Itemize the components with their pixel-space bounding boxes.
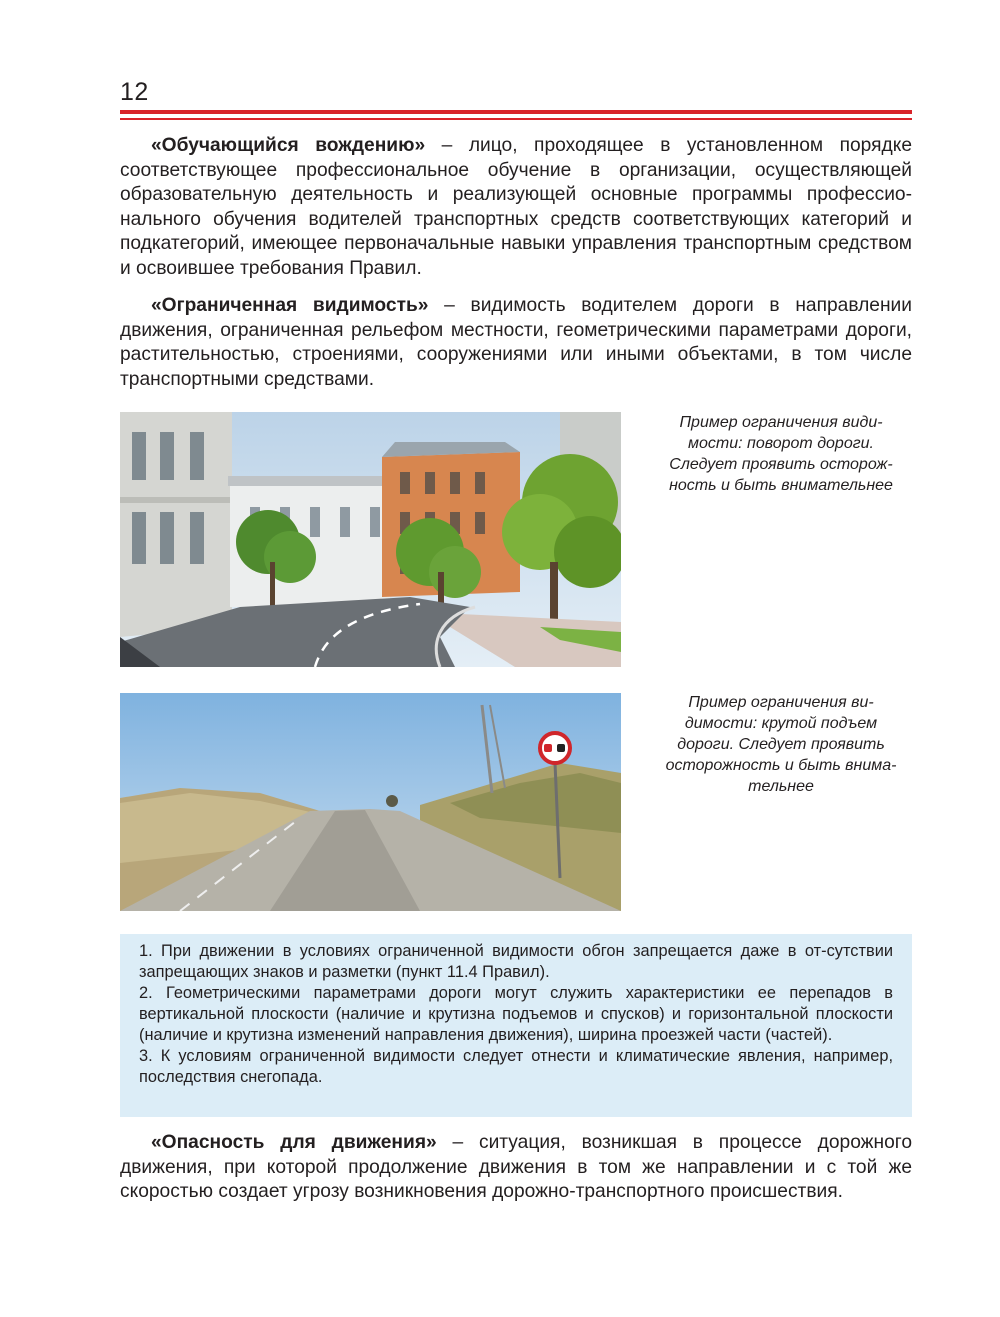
term-definition: – лицо, проходящее в установленном порядке соответствующее профессиональное обучение в организации, осуществляющей образовательную деятельность и реализующей основные программы профессио-нального обучения водителей транспортных средств соответствующих категорий и подкатегорий, имеющее первоначальные навыки управления транспортным средством и освоившее требования Правил. <box>120 135 912 279</box>
notes-box <box>120 934 912 1117</box>
term-title: «Обучающийся вождению» <box>151 135 426 156</box>
note-item: 3. К условиям ограниченной видимости следует отнести и климатические явления, например, последствия снегопада. <box>139 1047 893 1086</box>
term-title: «Опасность для движения» <box>151 1132 437 1153</box>
term-title: «Ограниченная видимость» <box>151 295 429 316</box>
photo-road-bend <box>120 412 621 667</box>
definition-learner-driver <box>120 134 912 281</box>
term-definition: – видимость водителем дороги в направлении движения, ограниченная рельефом местности, геометрическими параметрами дороги, растительностью, строениями, сооружениями или иными объектами, в том числе транспортными средствами. <box>120 295 912 390</box>
figure-caption: Пример ограничения види-мости: поворот дороги. Следует проявить осторож-ность и быть внимательнее <box>669 414 893 494</box>
page-number: 12 <box>120 78 149 106</box>
photo-steep-rise <box>120 693 621 911</box>
figure-caption: Пример ограничения ви-димости: крутой подъем дороги. Следует проявить осторожность и быть внима-тельнее <box>665 694 897 795</box>
definition-traffic-danger <box>120 1131 912 1205</box>
definition-limited-visibility <box>120 294 912 392</box>
header-rule-thick <box>120 110 912 114</box>
term-definition: – ситуация, возникшая в процессе дорожного движения, при которой продолжение движения в том же направлении и с той же скоростью создает угрозу возникновения дорожно-транспортного происшествия. <box>120 1132 913 1202</box>
note-item: 1. При движении в условиях ограниченной видимости обгон запрещается даже в от-сутствии запрещающих знаков и разметки (пункт 11.4 Правил). <box>139 942 893 981</box>
note-item: 2. Геометрическими параметрами дороги могут служить характеристики ее перепадов в вертикальной плоскости (наличие и крутизна подъемов и спусков) и горизонтальной плоскости (наличие и крутизна изменений направления движения), ширина проезжей части (частей). <box>139 984 893 1044</box>
header-rule-thin <box>120 118 912 120</box>
